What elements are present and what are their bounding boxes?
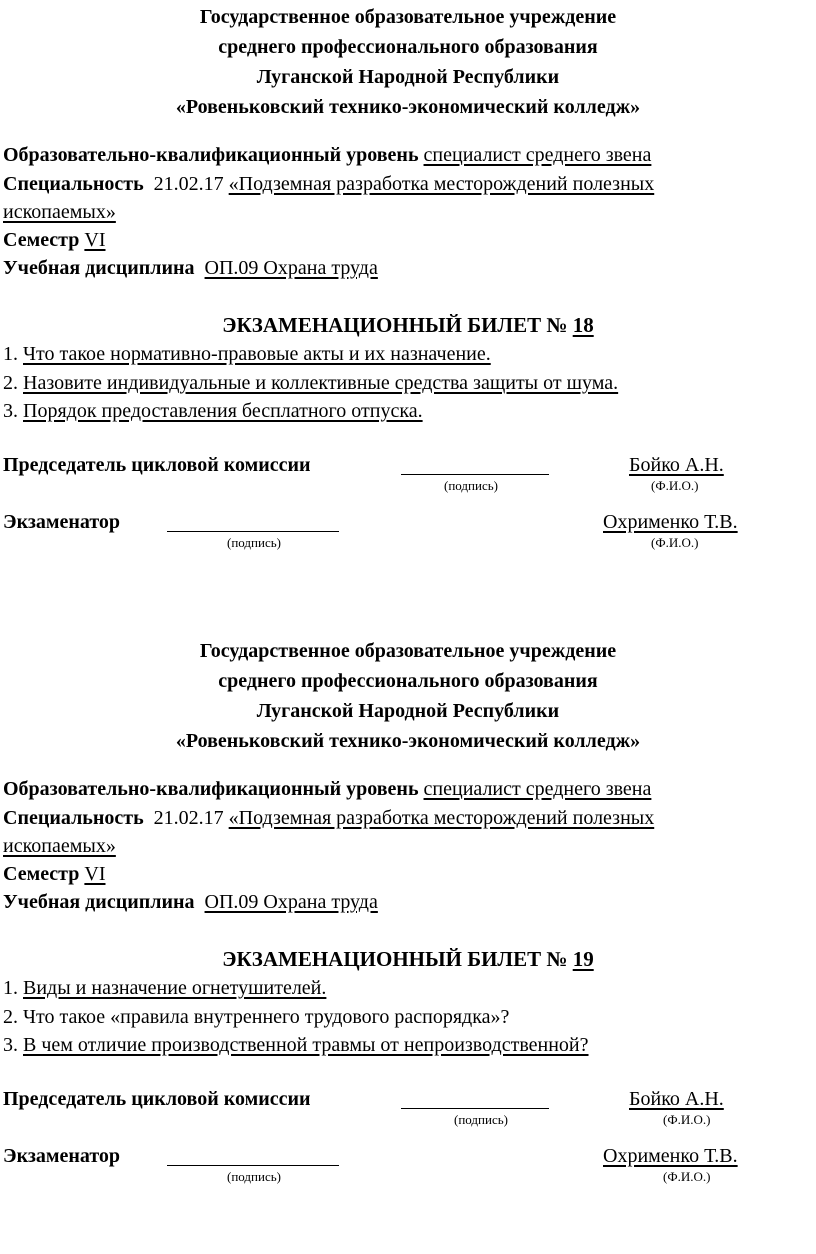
- chair-signature-line: [401, 1108, 549, 1109]
- specialty-row: [3, 170, 654, 198]
- level-row: [3, 141, 651, 169]
- ticket-heading: [0, 944, 816, 974]
- specialty-name-cont: ископаемых»: [3, 835, 116, 857]
- institution-line: Луганской Народной Республики: [256, 66, 560, 88]
- semester-row: [3, 860, 106, 888]
- examiner-signature-line: [167, 531, 339, 532]
- institution-header: [0, 636, 816, 756]
- question-text: Что такое нормативно-правовые акты и их назначение.: [23, 343, 491, 365]
- institution-line: Государственное образовательное учреждение: [199, 640, 617, 662]
- chair-label: Председатель цикловой комиссии: [3, 454, 311, 476]
- level-value: специалист среднего звена: [423, 144, 652, 166]
- question-text: Порядок предоставления бесплатного отпуска.: [23, 400, 423, 422]
- level-value: специалист среднего звена: [423, 778, 652, 800]
- question-text: Назовите индивидуальные и коллективные средства защиты от шума.: [23, 372, 619, 394]
- question-number: 3.: [3, 400, 18, 422]
- specialty-code: 21.02.17: [153, 807, 224, 829]
- question-number: 2.: [3, 372, 18, 394]
- semester-label: Семестр: [3, 229, 80, 251]
- ticket-heading: [0, 310, 816, 340]
- institution-header: [0, 2, 816, 122]
- chair-signature-caption: (подпись): [444, 478, 498, 493]
- examiner-name: Охрименко Т.В.: [603, 511, 738, 533]
- specialty-label: Специальность: [3, 807, 144, 829]
- specialty-row-cont: [3, 198, 116, 226]
- chair-label: Председатель цикловой комиссии: [3, 1088, 311, 1110]
- heading-text: ЭКЗАМЕНАЦИОННЫЙ БИЛЕТ №: [222, 947, 568, 971]
- chair-name: Бойко А.Н.: [629, 454, 724, 476]
- ticket-number: 18: [572, 313, 594, 337]
- semester-label: Семестр: [3, 863, 80, 885]
- examiner-name: Охрименко Т.В.: [603, 1145, 738, 1167]
- chair-name-caption: (Ф.И.О.): [663, 1112, 711, 1127]
- specialty-name-cont: ископаемых»: [3, 201, 116, 223]
- question-number: 3.: [3, 1034, 18, 1056]
- question-1: [3, 339, 491, 369]
- specialty-name: «Подземная разработка месторождений полезных: [228, 807, 655, 829]
- question-2: [3, 368, 618, 398]
- institution-line: «Ровеньковский технико-экономический колледж»: [175, 730, 641, 752]
- question-number: 2.: [3, 1006, 18, 1028]
- specialty-row: [3, 804, 654, 832]
- question-3: [3, 396, 423, 426]
- question-2: [3, 1002, 509, 1032]
- discipline-value: ОП.09 Охрана труда: [204, 257, 378, 279]
- question-number: 1.: [3, 343, 18, 365]
- institution-line: Луганской Народной Республики: [256, 700, 560, 722]
- question-text: В чем отличие производственной травмы от непроизводственной?: [23, 1034, 589, 1056]
- examiner-label: Экзаменатор: [3, 511, 121, 533]
- discipline-value: ОП.09 Охрана труда: [204, 891, 378, 913]
- level-label: Образовательно-квалификационный уровень: [3, 778, 419, 800]
- discipline-label: Учебная дисциплина: [3, 891, 195, 913]
- heading-text: ЭКЗАМЕНАЦИОННЫЙ БИЛЕТ №: [222, 313, 568, 337]
- specialty-row-cont: [3, 832, 116, 860]
- examiner-signature-caption: (подпись): [227, 535, 281, 550]
- discipline-row: [3, 254, 378, 282]
- examiner-signature-caption: (подпись): [227, 1169, 281, 1184]
- examiner-signature-line: [167, 1165, 339, 1166]
- chair-name: Бойко А.Н.: [629, 1088, 724, 1110]
- specialty-code: 21.02.17: [153, 173, 224, 195]
- ticket-number: 19: [572, 947, 594, 971]
- semester-value: VI: [84, 863, 106, 885]
- discipline-row: [3, 888, 378, 916]
- specialty-name: «Подземная разработка месторождений полезных: [228, 173, 655, 195]
- institution-line: среднего профессионального образования: [218, 670, 598, 692]
- question-text: Что такое «правила внутреннего трудового распорядка»?: [23, 1006, 510, 1028]
- chair-name-caption: (Ф.И.О.): [651, 478, 699, 493]
- question-text: Виды и назначение огнетушителей.: [23, 977, 327, 999]
- specialty-label: Специальность: [3, 173, 144, 195]
- semester-value: VI: [84, 229, 106, 251]
- chair-signature-caption: (подпись): [454, 1112, 508, 1127]
- question-3: [3, 1030, 589, 1060]
- discipline-label: Учебная дисциплина: [3, 257, 195, 279]
- question-1: [3, 973, 326, 1003]
- level-label: Образовательно-квалификационный уровень: [3, 144, 419, 166]
- examiner-label: Экзаменатор: [3, 1145, 121, 1167]
- semester-row: [3, 226, 106, 254]
- examiner-name-caption: (Ф.И.О.): [651, 535, 699, 550]
- institution-line: среднего профессионального образования: [218, 36, 598, 58]
- examiner-name-caption: (Ф.И.О.): [663, 1169, 711, 1184]
- question-number: 1.: [3, 977, 18, 999]
- chair-signature-line: [401, 474, 549, 475]
- institution-line: «Ровеньковский технико-экономический колледж»: [175, 96, 641, 118]
- institution-line: Государственное образовательное учреждение: [199, 6, 617, 28]
- level-row: [3, 775, 651, 803]
